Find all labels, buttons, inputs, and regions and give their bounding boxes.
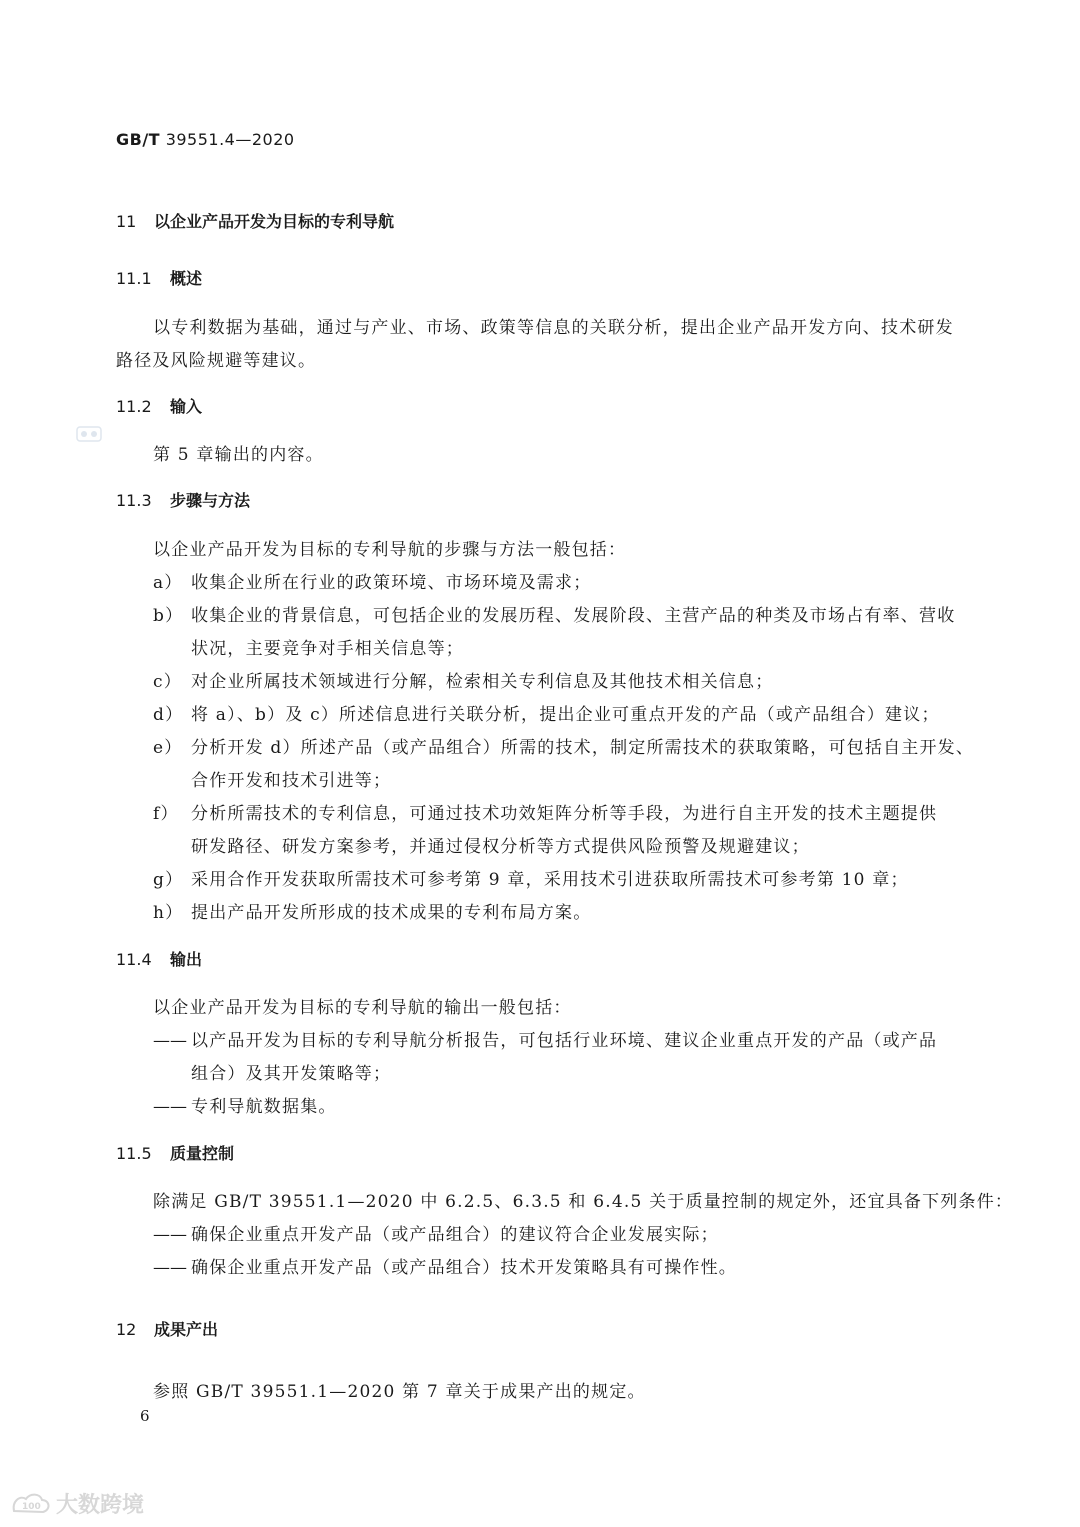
svg-text:100: 100 — [22, 1501, 41, 1512]
section-number: 11 — [116, 212, 137, 231]
subsection-number: 11.1 — [116, 269, 152, 288]
subsection-number: 11.2 — [116, 397, 152, 416]
sac-logo-icon — [76, 424, 102, 444]
list-item-text: 采用合作开发获取所需技术可参考第 9 章，采用技术引进获取所需技术可参考第 10 章； — [191, 870, 909, 890]
list-marker: g） — [153, 870, 184, 890]
dash-item-text: 确保企业重点开发产品（或产品组合）的建议符合企业发展实际； — [191, 1225, 719, 1245]
subsection-number: 11.4 — [116, 950, 152, 969]
watermark — [10, 1488, 144, 1519]
dash-item — [153, 1220, 719, 1245]
list-item-d — [153, 700, 940, 725]
list-item-e — [153, 733, 974, 758]
dash-marker: —— — [153, 1225, 187, 1245]
subsection-title: 质量控制 — [170, 1144, 235, 1163]
dash-item-text: 确保企业重点开发产品（或产品组合）技术开发策略具有可操作性。 — [191, 1258, 737, 1278]
document-header — [116, 130, 295, 149]
watermark-text: 大数跨境 — [56, 1493, 145, 1518]
dash-item-continuation: 组合）及其开发策略等； — [191, 1064, 392, 1084]
subsection-number: 11.3 — [116, 491, 152, 510]
paragraph-line: 以企业产品开发为目标的专利导航的输出一般包括： — [153, 998, 572, 1018]
dash-marker: —— — [153, 1031, 187, 1051]
list-item-a — [153, 568, 591, 593]
list-item-g — [153, 865, 909, 890]
subsection-title: 输入 — [170, 397, 203, 416]
dash-item — [153, 1026, 937, 1051]
list-item-text: 收集企业的背景信息，可包括企业的发展历程、发展阶段、主营产品的种类及市场占有率、营收 — [191, 606, 956, 626]
list-marker: a） — [153, 573, 183, 593]
list-item-text: 将 a）、b）及 c）所述信息进行关联分析，提出企业可重点开发的产品（或产品组合）建议； — [191, 705, 940, 725]
list-item-text: 分析开发 d）所述产品（或产品组合）所需的技术，制定所需技术的获取策略，可包括自主开发、 — [191, 738, 975, 758]
list-marker: b） — [153, 606, 184, 626]
list-item-continuation: 合作开发和技术引进等； — [191, 771, 392, 791]
list-item-b — [153, 601, 955, 626]
paragraph-line: 除满足 GB/T 39551.1—2020 中 6.2.5、6.3.5 和 6.4.5 关于质量控制的规定外，还宜具备下列条件： — [153, 1192, 1014, 1212]
paragraph-line: 路径及风险规避等建议。 — [116, 351, 317, 371]
subsection-title: 输出 — [170, 950, 203, 969]
subsection-11-5-heading — [116, 1141, 234, 1164]
list-marker: f） — [153, 804, 179, 824]
list-item-f — [153, 799, 937, 824]
section-11-heading — [116, 209, 394, 232]
list-item-text: 分析所需技术的专利信息，可通过技术功效矩阵分析等手段，为进行自主开发的技术主题提供 — [191, 804, 938, 824]
list-item-text: 提出产品开发所形成的技术成果的专利布局方案。 — [191, 903, 592, 923]
list-marker: h） — [153, 903, 184, 923]
list-item-text: 收集企业所在行业的政策环境、市场环境及需求； — [191, 573, 592, 593]
subsection-title: 概述 — [170, 269, 203, 288]
dash-item — [153, 1092, 337, 1117]
list-item-continuation: 状况，主要竞争对手相关信息等； — [191, 639, 464, 659]
paragraph-line: 以专利数据为基础，通过与产业、市场、政策等信息的关联分析，提出企业产品开发方向、技术研发 — [153, 318, 954, 338]
paragraph-line: 以企业产品开发为目标的专利导航的步骤与方法一般包括： — [153, 540, 627, 560]
paragraph-line: 参照 GB/T 39551.1—2020 第 7 章关于成果产出的规定。 — [153, 1382, 646, 1402]
standard-number: 39551.4—2020 — [165, 130, 295, 149]
list-item-continuation: 研发路径、研发方案参考，并通过侵权分析等方式提供风险预警及规避建议； — [191, 837, 810, 857]
list-item-h — [153, 898, 591, 923]
section-title: 成果产出 — [154, 1320, 219, 1339]
subsection-title: 步骤与方法 — [170, 491, 251, 510]
section-title: 以企业产品开发为目标的专利导航 — [154, 212, 395, 231]
dash-item-text: 专利导航数据集。 — [191, 1097, 337, 1117]
list-item-c — [153, 667, 773, 692]
page-number: 6 — [140, 1407, 150, 1425]
section-number: 12 — [116, 1320, 137, 1339]
section-12-heading — [116, 1317, 218, 1340]
subsection-11-3-heading — [116, 488, 250, 511]
list-marker: c） — [153, 672, 182, 692]
subsection-number: 11.5 — [116, 1144, 152, 1163]
subsection-11-2-heading — [116, 394, 202, 417]
subsection-11-4-heading — [116, 947, 202, 970]
dash-marker: —— — [153, 1258, 187, 1278]
dash-item — [153, 1253, 737, 1278]
list-marker: e） — [153, 738, 183, 758]
watermark-logo-icon — [10, 1491, 52, 1517]
list-marker: d） — [153, 705, 184, 725]
dash-item-text: 以产品开发为目标的专利导航分析报告，可包括行业环境、建议企业重点开发的产品（或产品 — [191, 1031, 938, 1051]
paragraph-line: 第 5 章输出的内容。 — [153, 445, 324, 465]
subsection-11-1-heading — [116, 266, 202, 289]
dash-marker: —— — [153, 1097, 187, 1117]
standard-prefix: GB/T — [116, 130, 161, 149]
list-item-text: 对企业所属技术领域进行分解，检索相关专利信息及其他技术相关信息； — [191, 672, 774, 692]
